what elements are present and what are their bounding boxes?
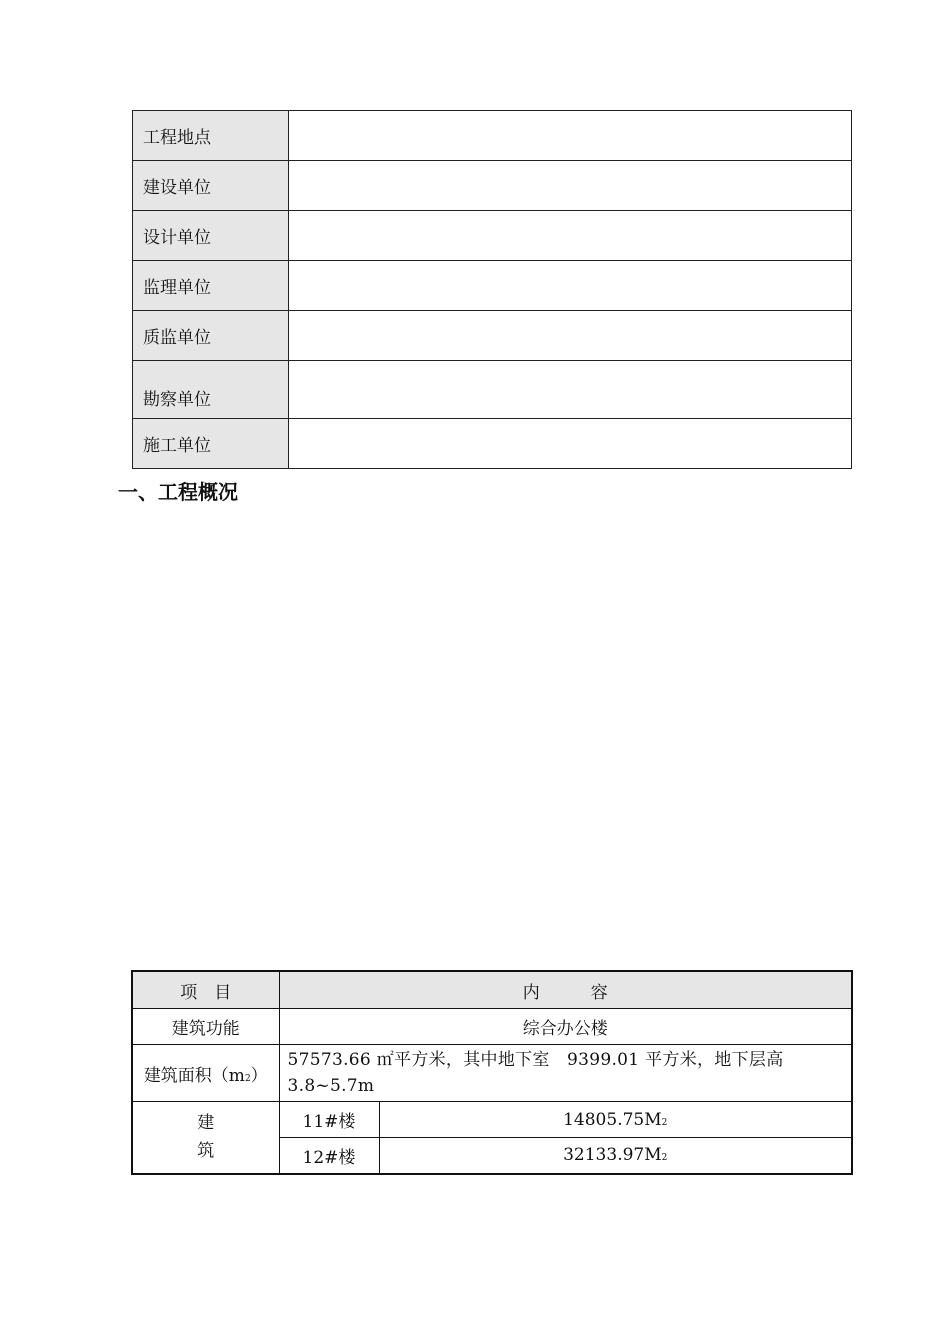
info-value[interactable] [289,161,852,211]
info-label: 勘察单位 [133,361,289,419]
overview-table [131,970,853,1175]
header-content: 内 容 [279,971,852,1009]
info-row-location [133,111,852,161]
info-value[interactable] [289,419,852,469]
function-row [132,1009,852,1045]
building-area-value: 14805.75M [563,1109,662,1130]
function-label: 建筑功能 [132,1009,279,1045]
section-heading: 一、工程概况 [118,480,238,504]
area-value [279,1045,852,1102]
info-row-owner [133,161,852,211]
building-area [379,1102,852,1138]
info-row-survey [133,361,852,419]
area-label-text: 建筑面积（m [143,1065,245,1086]
area-label-superscript: 2 [244,1073,251,1084]
building-label-char2: 筑 [197,1141,215,1162]
info-value[interactable] [289,311,852,361]
building-area [379,1138,852,1174]
info-row-designer [133,211,852,261]
info-label: 设计单位 [133,211,289,261]
overview-header-row [132,971,852,1009]
info-row-contractor [133,419,852,469]
area-label [132,1045,279,1102]
area-value-line1: 57573.66 ㎡平方米，其中地下室 9399.01 平方米，地下层高 [287,1050,784,1070]
building-label [132,1102,279,1174]
info-label: 施工单位 [133,419,289,469]
building-name: 12#楼 [279,1138,379,1174]
area-value-line2: 3.8~5.7m [287,1076,375,1096]
area-label-close: ） [250,1065,268,1086]
header-item: 项 目 [132,971,279,1009]
info-value[interactable] [289,261,852,311]
info-value[interactable] [289,361,852,419]
info-label: 工程地点 [133,111,289,161]
info-row-quality [133,311,852,361]
project-info-table [132,110,852,469]
info-label: 建设单位 [133,161,289,211]
building-name: 11#楼 [279,1102,379,1138]
building-area-unit-sub: 2 [661,1153,668,1164]
info-label: 监理单位 [133,261,289,311]
building-area-value: 32133.97M [563,1145,662,1166]
building-row-11 [132,1102,852,1138]
area-row [132,1045,852,1102]
info-value[interactable] [289,111,852,161]
function-value: 综合办公楼 [279,1009,852,1045]
building-area-unit-sub: 2 [661,1117,668,1128]
info-row-supervisor [133,261,852,311]
info-label: 质监单位 [133,311,289,361]
info-value[interactable] [289,211,852,261]
building-label-char1: 建 [197,1113,215,1134]
